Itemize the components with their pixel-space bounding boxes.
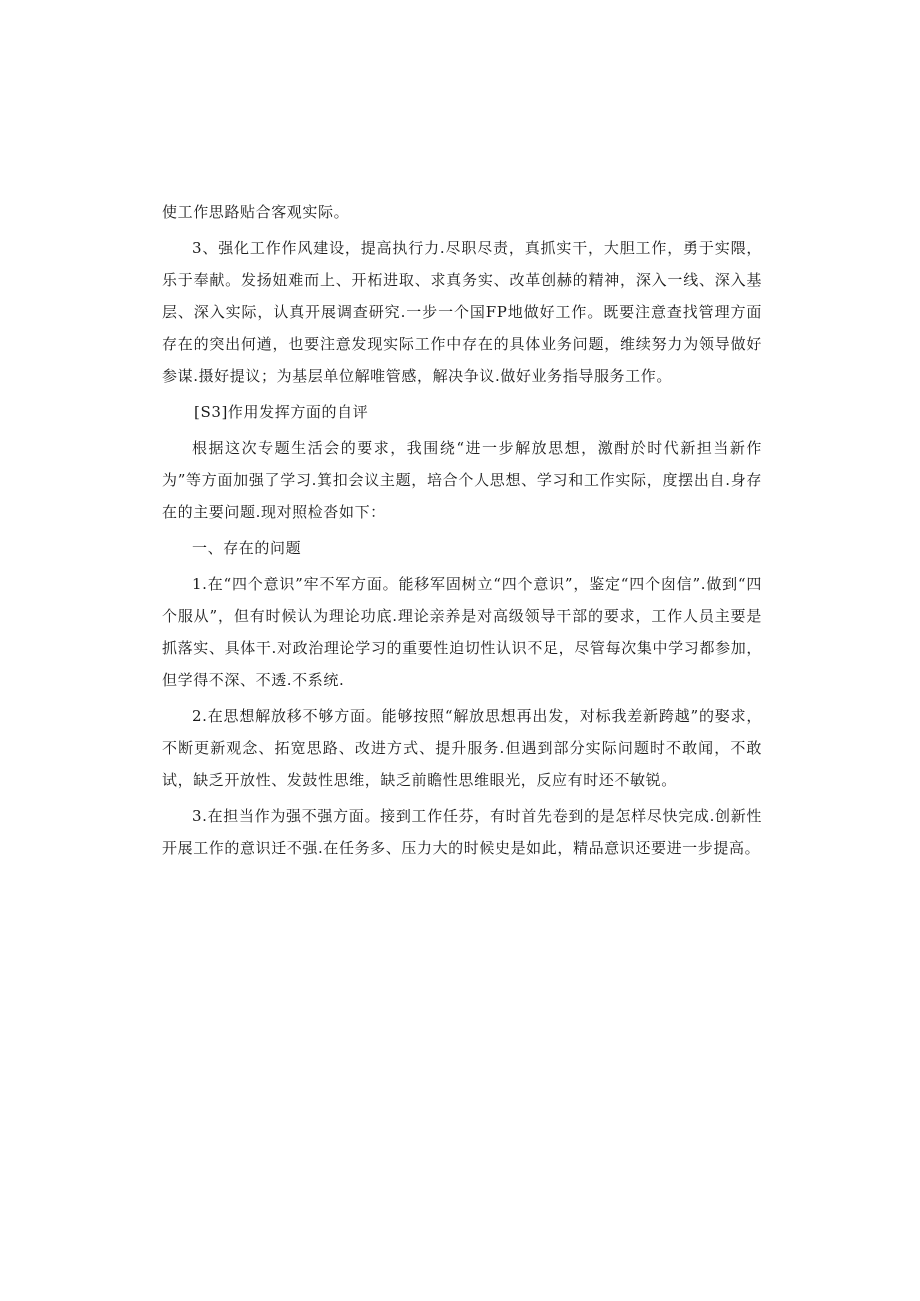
document-body: [162, 196, 762, 868]
paragraph-work-style: 3、强化工作作风建设，提高执行力.尽职尽责，真抓实干，大胆工作，勇于实隈，乐于奉献。发扬妞难而上、开柘进取、求真务实、改革创赫的精神，深入一线、深入基层、深入实际，认真开展调查研究.一步一个国FP地做好工作。既要注意查找管理方面存在的突出何遒，也要注意发现实际工作中存在的具体业务问题，维续努力为领导做好参谋.摄好提议；为基层单位解唯管感，解决争议.做好业务指导服务工作。: [162, 239, 762, 385]
paragraph-problem-1: 1.在“四个意识”牢不军方面。能移军固树立“四个意识”，鉴定“四个囱信”.做到“四个服从”，但有时候认为理论功底.理论亲养是对高级领导干部的要求，工作人员主要是抓落实、具体干.对政治理论学习的重要性迫切性认识不足，尽管每次集中学习都参加，但学得不深、不透.不系统.: [162, 575, 762, 689]
paragraph-continuation: 使工作思路贴合客观实际。: [162, 203, 350, 221]
paragraph-problem-2: 2.在思想解放移不够方面。能够按照“解放思想再出发，对标我差新跨越”的娶求，不断更新观念、拓宽思路、改进方式、提升服务.但遇到部分实际问题时不敢闻，不敢试，缺乏开放性、发鼓性思维，缺乏前瞻性思维眼光，反应有时还不敏锐。: [162, 707, 762, 789]
section-heading-existing-problems: 一、存在的问题: [192, 539, 302, 557]
section-heading-self-evaluation: [S3]作用发挥方面的自评: [194, 403, 369, 421]
paragraph-problem-3: 3.在担当作为强不强方面。接到工作任芬，有时首先卷到的是怎样尽快完成.创新性开展工作的意识迁不强.在任务多、压力大的时候史是如此，精品意识还要进一步提高。: [162, 807, 762, 857]
paragraph-introduction: 根据这次专题生活会的要求，我围绕“进一步解放思想，激酎於时代新担当新作为”等方面加强了学习.箕扣会议主题，培合个人思想、学习和工作实际，度摆出自.身存在的主要问题.现对照检沓如下：: [162, 439, 762, 521]
